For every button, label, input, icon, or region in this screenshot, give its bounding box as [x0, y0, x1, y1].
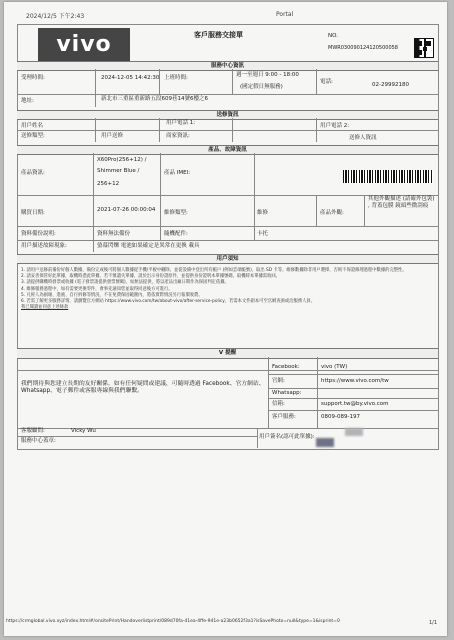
notice-line: 3. 請提供購機時發票或收據 (電子發票請提供發票號碼)，如無法提供，將以產品出廠日期作為保固判定依據。: [21, 280, 229, 286]
product-model-line3: 256+12: [97, 181, 120, 187]
website-label: 官網:: [272, 378, 285, 384]
imei-label: 產品 IMEI:: [164, 170, 191, 176]
vinfo-message: 我們期待與您建立長期的友好關係，如有任何疑問或建議，可隨時透過 Facebook、官方網站、Whatsapp、電子郵件或客服專線與我們聯繫。: [21, 381, 265, 394]
product-model-line1: X60Pro(256+12) /: [97, 157, 147, 163]
hotline-label: 客戶服務:: [272, 414, 296, 420]
purchase-date-label: 購買日期:: [21, 210, 45, 216]
facebook-value: vivo (TW): [321, 364, 348, 370]
service-center-heading: 服務中心資訊: [17, 61, 438, 71]
service-address: 新北市三重區重新路五段609巷14號6樓之6: [101, 96, 208, 102]
store-info-label: 商家資訊:: [166, 133, 190, 139]
purchase-date: 2021-07-26 00:00:04: [97, 207, 156, 213]
repair-type: 維修: [257, 210, 269, 216]
document-sheet: [4, 2, 447, 636]
user-phone1-label: 用戶電話 1:: [166, 120, 196, 126]
backup-value: 資料無法備份: [97, 231, 131, 237]
agree-line: 我已閱讀並同意上述條款: [21, 305, 69, 311]
product-info-label: 產品資訊:: [21, 170, 45, 176]
print-timestamp: 2024/12/5 下午2:43: [26, 13, 85, 20]
signature-redaction: [316, 438, 334, 447]
website-value: https://www.vivo.com/tw: [321, 378, 389, 384]
business-hours: 週一至週日 9:00 - 18:00: [236, 72, 299, 78]
accessory-label: 隨機配件:: [164, 231, 188, 237]
hotline-value: 0809-089-197: [321, 414, 360, 420]
fault-value: 螢幕閃爍 電池如果確定是異常在更換 載具: [97, 243, 200, 249]
vinfo-heading: V 提醒: [17, 348, 438, 359]
business-hours-label: 上班時間:: [164, 75, 188, 81]
product-heading: 產品、故障資訊: [17, 145, 438, 155]
document-number-label: NO.: [328, 33, 338, 39]
delivery-type: 用戶送修: [101, 133, 124, 139]
user-name-label: 用戶姓名: [21, 123, 44, 129]
received-time-label: 受理時間:: [21, 75, 45, 81]
notice-line: 1. 請用戶送修前備份好個人數據，備份完成後可將個人數據從手機/平板中刪除，並從設備中登出所有帳戶 (例如雲端帳號)，取出 SD 卡等。維修數據除非用戶選擇，否則不保證修理過程中數據的完整性。: [21, 268, 407, 273]
email-label: 信箱:: [272, 401, 285, 407]
print-header: [26, 11, 426, 21]
signature-redaction: [345, 428, 363, 436]
user-signature-label: 用戶簽名(認可此單據):: [259, 434, 315, 440]
delivery-type-label: 送修類型:: [21, 133, 45, 139]
notice-text: [21, 268, 436, 311]
stamp-label: 服務中心蓋章:: [21, 438, 56, 444]
received-time: 2024-12-05 14:42:30: [101, 75, 160, 81]
product-model-line2: Shimmer Blue /: [97, 168, 140, 174]
notice-line: 4. 維修服務過程中，如有需要更換零件，會事先通知您並取得同意後方可進行。: [21, 286, 173, 292]
fault-label: 用戶描述故障現象:: [21, 243, 67, 249]
footer-page: 1/1: [429, 620, 438, 626]
notice-line: 2. 請妥善保管好此單據，取機時憑此單據，若不慎遺失單據，請於出示身份證原件，並提供身份證明本單據號碼，取機時本單據需收回。: [21, 274, 280, 280]
notice-heading: 用戶須知: [17, 254, 438, 264]
service-phone: 02-29992180: [372, 82, 409, 88]
repair-type-label: 維修類型:: [164, 210, 188, 216]
document-title: 客戶服務交接單: [194, 31, 243, 39]
facebook-label: Facebook:: [272, 364, 300, 370]
address-label: 地址:: [21, 98, 34, 104]
accessory-value: 卡托: [257, 231, 269, 237]
notice-line: 5. 凡經人為損壞、進液、自行拆修等情況，不在免費保固範圍內，將依實際情況另行報價收費。: [21, 292, 203, 298]
email-value: support.tw@by.vivo.com: [321, 401, 389, 407]
document-number: MWR030090124120500058: [328, 45, 398, 51]
whatsapp-label: Whatsapp:: [272, 390, 302, 396]
imei-barcode: [343, 170, 433, 183]
delivery-heading: 送修資訊: [17, 110, 438, 120]
appearance-value: 其他外觀描述 (請確外包裝) , 背蓋包膜 鏡頭些微刮痕: [368, 196, 435, 209]
phone-label: 電話:: [320, 79, 333, 85]
notice-line: 6. 若需了解更多服務詳情，請瀏覽官方網站 https://www.vivo.com/tw/about-vivo/after-service-policy，若需本文件副本可至官網查詢或洽服務人員。: [21, 299, 316, 305]
footer-url: https://crmglobal.vivo.xyz/index.html#/onsitePrint/Handoverlistprint/089d70fa-41ea-4ffe-941e-a23b0652f3a1?isSavePhoto=null&type=1&isprint=0: [6, 619, 340, 624]
user-phone2-label: 用戶電話 2:: [320, 123, 350, 129]
business-hours-note: (國定假日無服務): [240, 84, 283, 90]
backup-label: 資料備份說明:: [21, 231, 56, 237]
vivo-logo: vivo: [38, 28, 130, 61]
sender-info-label: 送修人資訊: [349, 135, 377, 141]
print-title: Portal: [276, 11, 294, 18]
appearance-label: 產品外觀:: [320, 210, 344, 216]
staff-name: Vicky Wu: [71, 428, 96, 434]
staff-label: 客服顧問:: [21, 428, 45, 434]
